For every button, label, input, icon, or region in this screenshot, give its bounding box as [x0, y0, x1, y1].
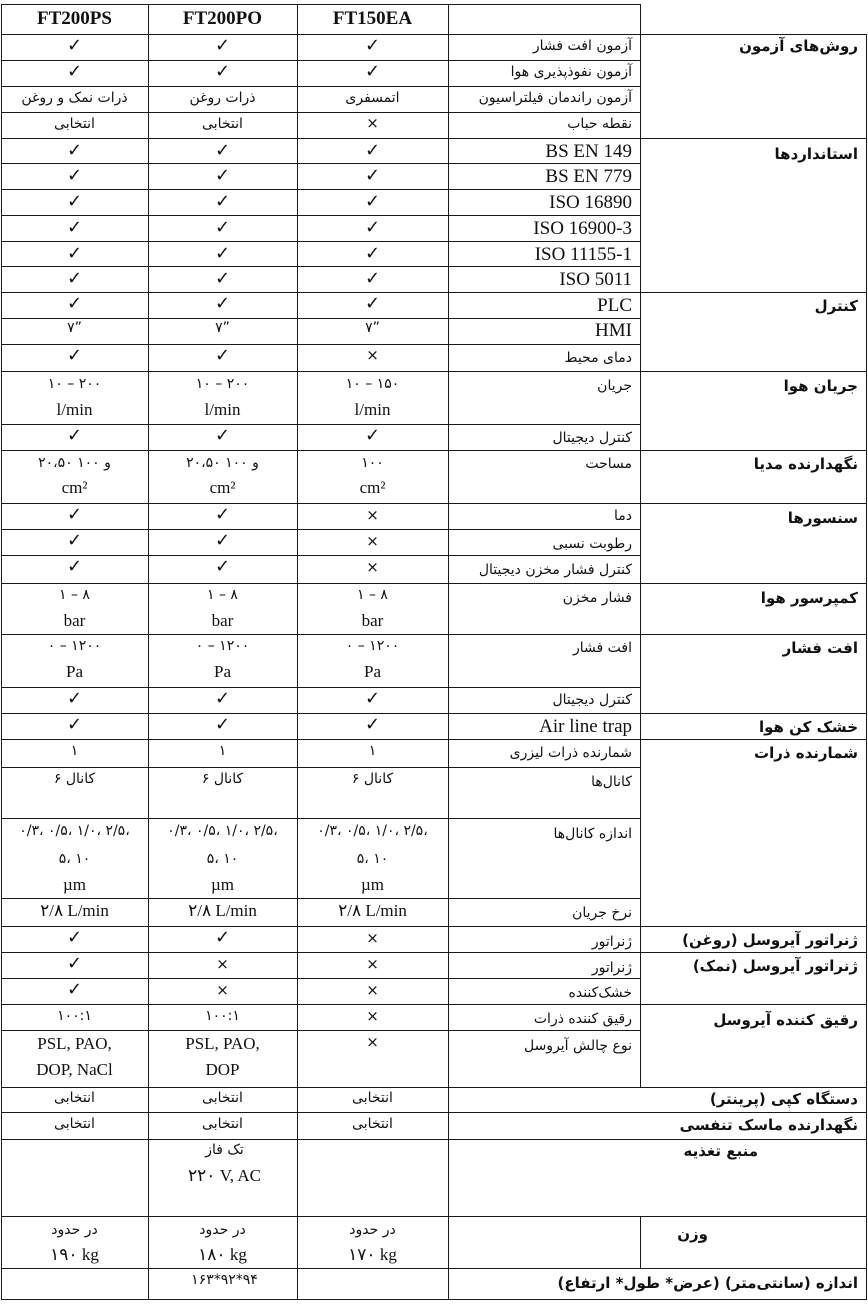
unit-cell: l/min — [354, 400, 391, 419]
grid-line-horizontal — [1, 241, 641, 242]
grid-line-horizontal — [1, 687, 641, 688]
value-cell: ۵، ۱۰ — [206, 851, 239, 867]
check-icon: ✓ — [214, 165, 231, 186]
value-cell: ۱ — [368, 743, 377, 759]
check-icon: ✓ — [364, 243, 381, 264]
category-label: اندازه (سانتی‌متر) (عرض* طول* ارتفاع) — [557, 1274, 858, 1292]
check-icon: ✓ — [364, 191, 381, 212]
grid-line-horizontal — [1, 503, 867, 504]
grid-line-horizontal — [1, 713, 867, 714]
row-label: جریان — [597, 378, 632, 394]
grid-line-horizontal — [1, 371, 867, 372]
value-cell: ۲/۸ L/min — [338, 901, 407, 920]
grid-line-horizontal — [1, 138, 867, 139]
unit-cell: µm — [62, 875, 87, 894]
column-header-ft200ps: FT200PS — [37, 8, 112, 29]
value-cell: ۱۹۰ kg — [50, 1245, 99, 1264]
check-icon: ✓ — [214, 504, 231, 525]
grid-line-horizontal — [1, 266, 641, 267]
grid-line-horizontal — [1, 189, 641, 190]
grid-line-horizontal — [1, 634, 867, 635]
row-label: آزمون نفوذپذیری هوا — [510, 64, 632, 80]
row-label: آزمون راندمان فیلتراسیون — [478, 90, 632, 106]
check-icon: ✓ — [364, 268, 381, 289]
grid-line-horizontal — [1, 424, 641, 425]
check-icon: ✓ — [66, 714, 83, 735]
check-icon: ✓ — [214, 217, 231, 238]
grid-line-horizontal — [1, 215, 641, 216]
check-icon: ✓ — [66, 345, 83, 366]
row-label: خشک‌کننده — [568, 985, 632, 1001]
grid-line-horizontal — [1, 1268, 867, 1269]
value-cell: ۱۰ – ۱۵۰ — [345, 376, 400, 392]
check-icon: ✓ — [66, 293, 83, 314]
value-cell: PSL, PAO, — [185, 1034, 260, 1053]
check-icon: ✓ — [66, 425, 83, 446]
grid-line-vertical — [448, 4, 449, 35]
check-icon: ✓ — [214, 35, 231, 56]
check-icon: ✓ — [214, 714, 231, 735]
value-cell: اتمسفری — [345, 90, 400, 106]
value-cell: ۱ – ۸ — [357, 587, 388, 603]
grid-line-horizontal — [1, 1087, 867, 1088]
check-icon: ✓ — [66, 217, 83, 238]
value-cell: ۱۰ – ۲۰۰ — [195, 376, 250, 392]
unit-cell: bar — [361, 611, 384, 630]
row-label: نقطه حباب — [567, 116, 632, 132]
cross-icon: × — [366, 1007, 379, 1025]
check-icon: ✓ — [364, 293, 381, 314]
check-icon: ✓ — [364, 35, 381, 56]
value-cell: ۱۰۰:۱ — [57, 1008, 92, 1024]
grid-line-horizontal — [1, 1112, 867, 1113]
value-cell: انتخابی — [54, 1116, 95, 1132]
value-cell: در حدود — [349, 1222, 396, 1238]
check-icon: ✓ — [66, 35, 83, 56]
grid-line-horizontal — [1, 318, 641, 319]
check-icon: ✓ — [364, 165, 381, 186]
row-label: کنترل دیجیتال — [552, 430, 632, 446]
category-label: کنترل — [814, 297, 858, 315]
value-cell: ۶ کانال — [351, 771, 394, 787]
unit-cell: Pa — [364, 662, 381, 681]
grid-line-horizontal — [1, 450, 867, 451]
check-icon: ✓ — [364, 714, 381, 735]
check-icon: ✓ — [66, 268, 83, 289]
value-cell: ۰/۳، ۰/۵، ۱/۰، ۲/۵، — [317, 823, 428, 839]
value-cell: ۲/۸ L/min — [40, 901, 109, 920]
category-label: جریان هوا — [783, 377, 858, 395]
value-cell: انتخابی — [202, 116, 243, 132]
unit-cell: bar — [211, 611, 234, 630]
check-icon: ✓ — [364, 425, 381, 446]
grid-line-horizontal — [1, 952, 867, 953]
check-icon: ✓ — [214, 530, 231, 551]
category-label: ژنراتور آیروسل (روغن) — [682, 931, 858, 949]
grid-line-horizontal — [1, 978, 641, 979]
value-cell: ۰ – ۱۲۰۰ — [345, 638, 400, 654]
row-label: افت فشار — [573, 640, 632, 656]
grid-line-vertical — [640, 4, 641, 35]
value-cell: انتخابی — [202, 1116, 243, 1132]
value-cell: ۱ – ۸ — [207, 587, 238, 603]
category-label: کمپرسور هوا — [760, 589, 858, 607]
check-icon: ✓ — [364, 61, 381, 82]
unit-cell: cm² — [61, 478, 88, 497]
value-cell: ۱۸۰ kg — [198, 1245, 247, 1264]
cross-icon: × — [366, 1033, 379, 1051]
power-phase: تک فاز — [205, 1142, 244, 1158]
grid-line-horizontal — [1, 1004, 867, 1005]
value-cell: ۵، ۱۰ — [58, 851, 91, 867]
value-cell: انتخابی — [202, 1090, 243, 1106]
cross-icon: × — [366, 558, 379, 576]
value-cell: ۷” — [365, 320, 380, 336]
row-label: ISO 5011 — [559, 269, 632, 290]
check-icon: ✓ — [214, 425, 231, 446]
cross-icon: × — [366, 929, 379, 947]
category-label: منبع تغذیه — [683, 1142, 758, 1160]
check-icon: ✓ — [66, 165, 83, 186]
cross-icon: × — [216, 981, 229, 999]
cross-icon: × — [366, 506, 379, 524]
category-label: سنسورها — [787, 509, 858, 527]
value-cell: انتخابی — [54, 1090, 95, 1106]
grid-line-horizontal — [1, 583, 867, 584]
value-cell: در حدود — [199, 1222, 246, 1238]
check-icon: ✓ — [66, 504, 83, 525]
value-cell: ۰ – ۱۲۰۰ — [195, 638, 250, 654]
check-icon: ✓ — [214, 243, 231, 264]
category-label: وزن — [677, 1225, 708, 1243]
check-icon: ✓ — [66, 140, 83, 161]
category-label: رقیق کننده آیروسل — [713, 1011, 858, 1029]
value-cell: ذرات نمک و روغن — [21, 90, 128, 106]
category-label: خشک کن هوا — [758, 718, 858, 736]
value-cell: ۱ — [218, 743, 227, 759]
check-icon: ✓ — [66, 953, 83, 974]
value-cell: انتخابی — [352, 1116, 393, 1132]
grid-line-horizontal — [1, 818, 641, 819]
grid-line-horizontal — [1, 1030, 641, 1031]
row-label: اندازه کانال‌ها — [553, 826, 632, 842]
check-icon: ✓ — [364, 140, 381, 161]
row-label: ژنراتور — [591, 934, 632, 950]
value-cell: PSL, PAO, — [37, 1034, 112, 1053]
grid-line-horizontal — [1, 344, 641, 345]
grid-line-horizontal — [1, 1216, 867, 1217]
check-icon: ✓ — [214, 556, 231, 577]
check-icon: ✓ — [214, 293, 231, 314]
grid-line-horizontal — [1, 898, 641, 899]
row-label: رقیق کننده ذرات — [533, 1011, 632, 1027]
value-cell: ۱۷۰ kg — [348, 1245, 397, 1264]
value-cell: ۰ – ۱۲۰۰ — [47, 638, 102, 654]
value-cell: ۷” — [215, 320, 230, 336]
grid-line-horizontal — [1, 292, 867, 293]
unit-cell: l/min — [56, 400, 93, 419]
row-label: نوع چالش آیروسل — [523, 1038, 632, 1054]
check-icon: ✓ — [66, 61, 83, 82]
category-label: نگهدارنده مدیا — [753, 455, 858, 473]
row-label: ISO 16890 — [549, 192, 632, 213]
row-label: BS EN 779 — [545, 166, 632, 187]
column-header-ft200po: FT200PO — [182, 8, 263, 29]
check-icon: ✓ — [66, 688, 83, 709]
grid-line-vertical — [866, 34, 867, 1300]
check-icon: ✓ — [66, 979, 83, 1000]
check-icon: ✓ — [66, 556, 83, 577]
value-cell: ۱۰ – ۲۰۰ — [47, 376, 102, 392]
grid-line-horizontal — [1, 60, 641, 61]
grid-line-horizontal — [1, 86, 641, 87]
row-label: HMI — [595, 320, 632, 341]
dimensions-value: ۱۶۳*۹۲*۹۴ — [191, 1272, 258, 1288]
unit-cell: cm² — [209, 478, 236, 497]
value-cell: انتخابی — [54, 116, 95, 132]
value-cell: ۷” — [67, 320, 82, 336]
value-cell: در حدود — [51, 1222, 98, 1238]
value-cell: ۱ – ۸ — [59, 587, 90, 603]
check-icon: ✓ — [66, 243, 83, 264]
unit-cell: Pa — [66, 662, 83, 681]
row-label: Air line trap — [539, 716, 632, 737]
value-cell: ۰/۳، ۰/۵، ۱/۰، ۲/۵، — [167, 823, 278, 839]
grid-line-horizontal — [1, 529, 641, 530]
check-icon: ✓ — [214, 191, 231, 212]
check-icon: ✓ — [214, 345, 231, 366]
check-icon: ✓ — [214, 688, 231, 709]
check-icon: ✓ — [214, 61, 231, 82]
check-icon: ✓ — [66, 927, 83, 948]
cross-icon: × — [366, 114, 379, 132]
grid-line-horizontal — [1, 163, 641, 164]
category-label: ژنراتور آیروسل (نمک) — [692, 957, 858, 975]
row-label: شمارنده ذرات لیزری — [509, 745, 632, 761]
value-cell: DOP, NaCl — [36, 1060, 113, 1079]
value-cell: ۱۰۰:۱ — [205, 1008, 240, 1024]
row-label: کنترل دیجیتال — [552, 692, 632, 708]
row-label: مساحت — [585, 456, 632, 472]
row-label: آزمون افت فشار — [532, 38, 632, 54]
grid-line-horizontal — [1, 926, 867, 927]
row-label: دمای محیط — [564, 350, 632, 366]
cross-icon: × — [366, 346, 379, 364]
row-label: نرخ جریان — [572, 905, 632, 921]
grid-line-horizontal — [1, 112, 641, 113]
row-label: ISO 11155-1 — [534, 244, 632, 265]
check-icon: ✓ — [364, 688, 381, 709]
value-cell: ۶ کانال — [53, 771, 96, 787]
value-cell: ۲۰،۵۰ و ۱۰۰ — [38, 455, 111, 471]
value-cell: DOP — [205, 1060, 240, 1079]
row-label: دما — [614, 508, 632, 524]
grid-line-horizontal — [1, 767, 641, 768]
power-voltage: ۲۲۰ V, AC — [188, 1166, 261, 1185]
check-icon: ✓ — [214, 268, 231, 289]
row-label: ژنراتور — [591, 960, 632, 976]
unit-cell: bar — [63, 611, 86, 630]
category-label: استانداردها — [774, 145, 858, 163]
row-label: کانال‌ها — [591, 774, 632, 790]
value-cell: ۲۰،۵۰ و ۱۰۰ — [186, 455, 259, 471]
unit-cell: Pa — [214, 662, 231, 681]
row-label: PLC — [597, 295, 632, 316]
row-label: کنترل فشار مخزن دیجیتال — [478, 562, 632, 578]
unit-cell: l/min — [204, 400, 241, 419]
category-label: شمارنده ذرات — [754, 744, 858, 762]
value-cell: ۲/۸ L/min — [188, 901, 257, 920]
grid-line-vertical — [640, 34, 641, 1088]
grid-line-horizontal — [1, 1139, 867, 1140]
grid-line-horizontal — [1, 34, 867, 35]
check-icon: ✓ — [66, 530, 83, 551]
row-label: رطوبت نسبی — [552, 536, 632, 552]
row-label: فشار مخزن — [562, 590, 632, 606]
cross-icon: × — [216, 955, 229, 973]
value-cell: ۰/۳، ۰/۵، ۱/۰، ۲/۵، — [19, 823, 130, 839]
check-icon: ✓ — [66, 191, 83, 212]
value-cell: ۶ کانال — [201, 771, 244, 787]
value-cell: انتخابی — [352, 1090, 393, 1106]
grid-line-horizontal — [1, 1299, 867, 1300]
check-icon: ✓ — [364, 217, 381, 238]
cross-icon: × — [366, 981, 379, 999]
check-icon: ✓ — [214, 927, 231, 948]
unit-cell: µm — [210, 875, 235, 894]
cross-icon: × — [366, 955, 379, 973]
check-icon: ✓ — [214, 140, 231, 161]
row-label: BS EN 149 — [545, 141, 632, 162]
category-label: دستگاه کپی (پرینتر) — [709, 1090, 858, 1108]
value-cell: ۵، ۱۰ — [356, 851, 389, 867]
unit-cell: µm — [360, 875, 385, 894]
cross-icon: × — [366, 532, 379, 550]
value-cell: ۱ — [70, 743, 79, 759]
category-label: روش‌های آزمون — [739, 37, 858, 55]
value-cell: ۱۰۰ — [361, 455, 384, 471]
category-label: نگهدارنده ماسک تنفسی — [679, 1116, 858, 1134]
grid-line-horizontal — [1, 4, 641, 5]
grid-line-horizontal — [1, 739, 867, 740]
row-label: ISO 16900-3 — [533, 218, 632, 239]
column-header-ft150ea: FT150EA — [332, 8, 413, 29]
value-cell: ذرات روغن — [189, 90, 256, 106]
grid-line-horizontal — [1, 555, 641, 556]
unit-cell: cm² — [359, 478, 386, 497]
category-label: افت فشار — [782, 639, 858, 657]
